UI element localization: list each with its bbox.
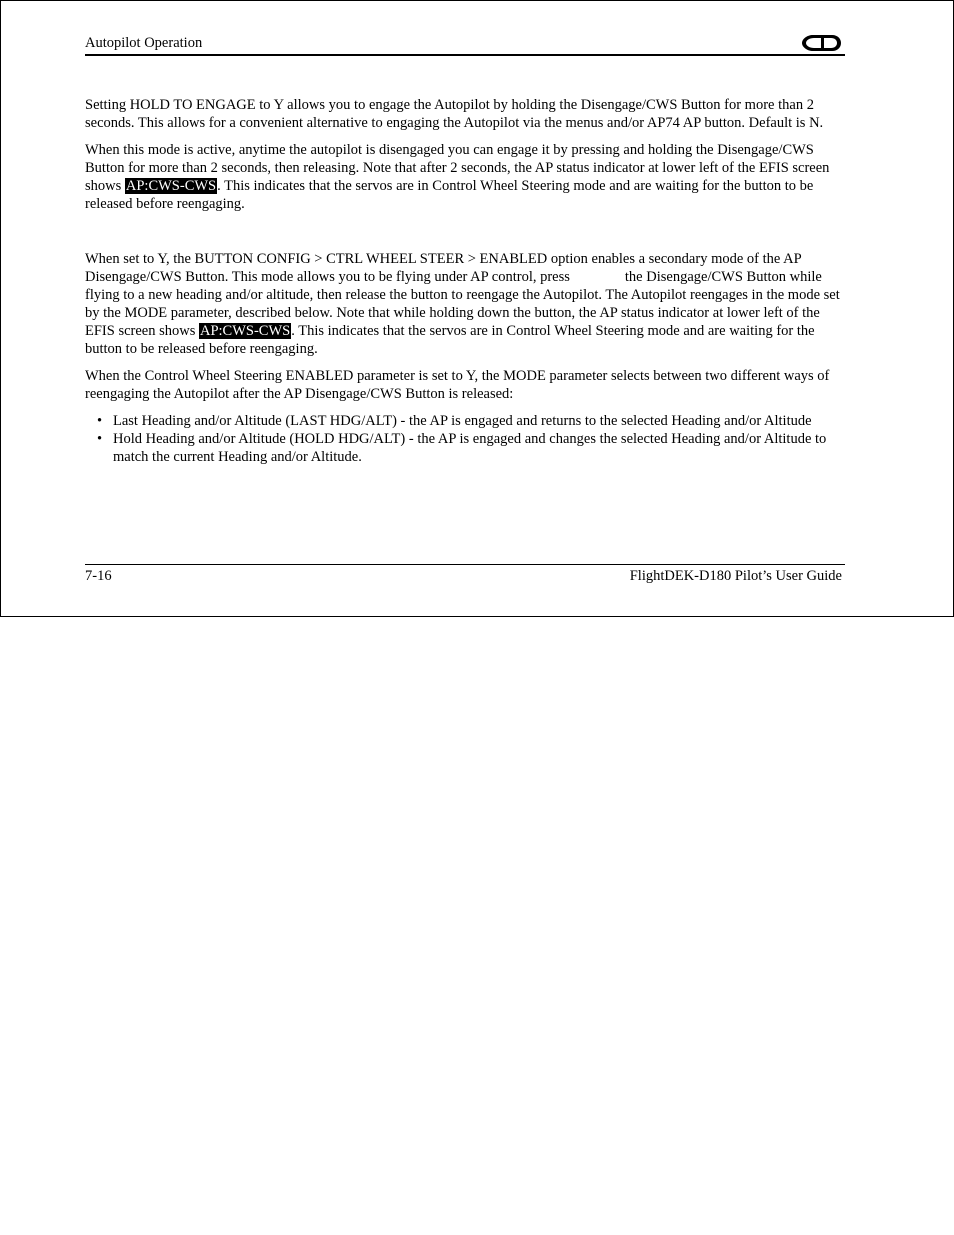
list-item: • Hold Heading and/or Altitude (HOLD HDG/ALT) - the AP is engaged and changes the selected Heading and/or Altitude to match the current Heading and/or Altitude.: [113, 430, 847, 466]
paragraph-hold-to-engage: Setting HOLD TO ENGAGE to Y allows you to engage the Autopilot by holding the Disengage/CWS Button for more than 2 seconds. This allows for a convenient alternative to engaging the Autopilot via the menus and/or AP74 AP button. Default is N.: [85, 97, 824, 131]
paragraph-text: When set to Y, the BUTTON CONFIG > CTRL WHEEL STEER > ENABLED option enables a secondary mode of the AP Disengage/CWS Button. This mode allows you to be flying under AP control, press: [85, 251, 802, 285]
paragraph-text: the Disengage/CWS Button while flying to a new heading and/or altitude, then release the button to reengage the Autopilot. The Autopilot reengages in the mode set by the MODE parameter, described below. Note that while holding down the button, the AP status indicator at lower left of the EFIS screen shows: [85, 269, 840, 339]
guide-title: FlightDEK-D180 Pilot’s User Guide: [629, 568, 842, 584]
dynon-logo-icon: [799, 31, 843, 60]
mode-options-list: [85, 412, 847, 466]
section-gap: [85, 213, 847, 250]
header-title: Autopilot Operation: [85, 35, 203, 51]
paragraph-hold-mode-active: [85, 141, 847, 213]
paragraph-text: . This indicates that the servos are in Control Wheel Steering mode and are waiting for the button to be released before reengaging.: [85, 323, 815, 357]
document-page: [0, 0, 954, 617]
paragraph-text: When this mode is active, anytime the autopilot is disengaged you can engage it by pressing and holding the Disengage/CWS Button for more than 2 seconds, then releasing. Note that after 2 seconds, the AP status indicator at lower left of the EFIS screen shows: [85, 142, 830, 194]
paragraph-mode-parameter: When the Control Wheel Steering ENABLED parameter is set to Y, the MODE parameter selects between two different ways of reengaging the Autopilot after the AP Disengage/CWS Button is released:: [85, 368, 830, 402]
ap-status-indicator: AP:CWS-CWS: [199, 323, 291, 339]
paragraph-ctrl-wheel-steer: [85, 250, 847, 358]
ap-status-indicator: AP:CWS-CWS: [125, 178, 217, 194]
page-number: 7-16: [85, 568, 112, 584]
page-header: [85, 34, 845, 56]
list-item: • Last Heading and/or Altitude (LAST HDG/ALT) - the AP is engaged and returns to the selected Heading and/or Altitude: [113, 412, 847, 430]
paragraph-text: . This indicates that the servos are in Control Wheel Steering mode and are waiting for the button to be released before reengaging.: [85, 178, 814, 212]
page-content: [85, 96, 847, 466]
page-footer: [85, 564, 845, 587]
